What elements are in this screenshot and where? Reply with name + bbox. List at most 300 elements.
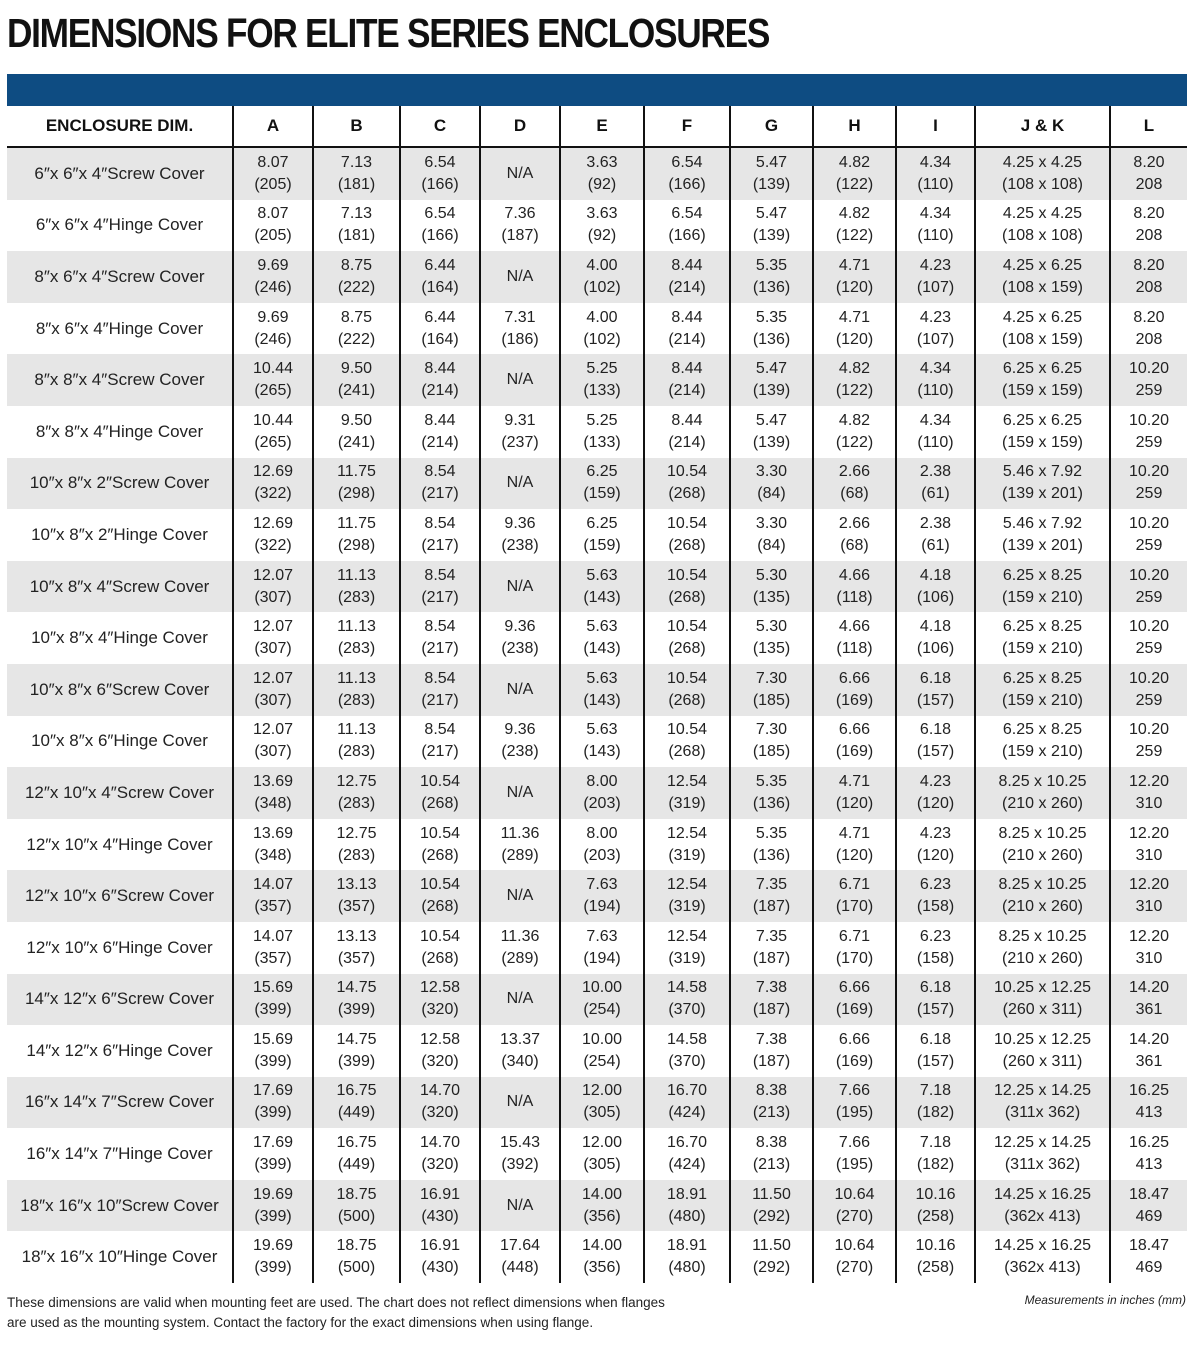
cell-inches: 14.00 [581,1237,623,1255]
cell-mm: (356) [583,1259,621,1277]
cell-inches: 19.69 [252,1185,294,1203]
cell-mm: (430) [421,1259,459,1277]
table-cell [644,200,730,252]
table-cell [313,612,400,664]
cell-mm: (265) [254,382,292,400]
table-cell [644,509,730,561]
cell-mm: (187) [752,1001,791,1019]
cell-inches: 10.20 [1128,514,1170,532]
cell-inches: 17.64 [499,1237,541,1255]
cell-mm: (110) [917,433,954,451]
cell-inches: 18.75 [336,1185,377,1203]
cell-inches: 6.66 [838,1030,871,1048]
column-header-4: D [480,106,560,147]
cell-inches: 8.20 [1133,256,1165,274]
table-cell [560,974,644,1026]
cell-inches: 10.20 [1128,360,1170,378]
cell-inches: 13.69 [252,824,294,842]
cell-mm: (214) [668,433,706,451]
table-row [7,1128,1187,1180]
cell-mm: (268) [421,898,459,916]
cell-mm: (118) [836,640,873,658]
table-cell [560,354,644,406]
table-row [7,147,1187,200]
column-header-1: A [233,106,313,147]
table-row [7,200,1187,252]
cell-inches: 8.44 [671,360,703,378]
table-body [7,147,1187,1283]
cell-inches: 13.69 [252,772,294,790]
table-cell [896,974,975,1026]
cell-mm: (222) [337,278,376,296]
table-cell [813,1180,896,1232]
cell-mm: (164) [421,330,459,348]
cell-inches: 12.54 [666,876,708,894]
cell-inches: 12.20 [1128,772,1170,790]
table-cell [813,716,896,768]
cell-inches: 14.20 [1128,979,1170,997]
cell-inches: 4.25 x 6.25 [1002,308,1083,326]
cell-mm: (166) [421,227,459,245]
row-label: 6″x 6″x 4″Hinge Cover [7,200,233,252]
table-cell [1110,870,1187,922]
table-cell [233,664,313,716]
table-cell [975,458,1110,510]
cell-mm: (107) [916,330,955,348]
cell-inches: 4.82 [838,360,871,378]
cell-inches: 12.07 [252,618,294,636]
cell-mm: (214) [668,382,706,400]
cell-mm: (194) [583,898,621,916]
row-label: 12″x 10″x 4″Screw Cover [7,767,233,819]
cell-mm: (159) [583,536,621,554]
cell-inches: 8.20 [1133,153,1165,171]
table-cell [896,458,975,510]
cell-mm: (480) [668,1259,706,1277]
cell-inches: 10.54 [666,463,708,481]
cell-inches: 19.69 [252,1237,294,1255]
cell-inches: 14.07 [252,876,294,894]
cell-inches: 18.75 [336,1237,377,1255]
table-cell [644,612,730,664]
table-cell [730,767,813,819]
table-cell [480,819,560,871]
table-cell [1110,1025,1187,1077]
cell-inches: 8.75 [340,256,373,274]
cell-inches: 5.35 [755,824,788,842]
cell-mm: (319) [668,794,706,812]
table-cell [1110,1180,1187,1232]
table-cell [560,922,644,974]
cell-inches: N/A [506,1196,534,1214]
table-cell [313,716,400,768]
table-cell [644,354,730,406]
cell-mm: (268) [668,691,706,709]
cell-mm: (136) [752,794,791,812]
table-cell [644,406,730,458]
cell-mm: (120) [835,330,874,348]
table-cell [400,251,480,303]
cell-inches: 7.35 [755,876,788,894]
table-cell [813,509,896,561]
cell-mm: (246) [254,278,292,296]
row-label: 8″x 8″x 4″Hinge Cover [7,406,233,458]
table-cell [896,1077,975,1129]
cell-inches: 6.18 [919,721,952,739]
table-cell [480,406,560,458]
table-row [7,612,1187,664]
cell-mm: (136) [752,846,791,864]
cell-inches: 2.66 [838,463,871,481]
table-cell [560,664,644,716]
cell-inches: 7.38 [755,979,788,997]
table-cell [313,1025,400,1077]
cell-mm: (217) [421,691,459,709]
cell-mm: (84) [757,536,786,554]
table-row [7,1025,1187,1077]
cell-mm: 259 [1135,588,1163,606]
cell-mm: (169) [835,743,874,761]
cell-inches: 8.00 [586,772,618,790]
table-cell [896,561,975,613]
cell-mm: (241) [337,433,376,451]
cell-inches: 10.44 [252,411,294,429]
cell-mm: (106) [916,640,955,658]
cell-inches: 10.64 [834,1185,875,1203]
cell-inches: 10.54 [666,618,708,636]
cell-inches: 6.54 [671,153,703,171]
table-cell [813,1077,896,1129]
table-row [7,767,1187,819]
cell-mm: 310 [1135,794,1163,812]
cell-inches: 8.54 [424,721,456,739]
table-row [7,1077,1187,1129]
table-row [7,1180,1187,1232]
cell-inches: 14.70 [419,1134,461,1152]
table-cell [233,1128,313,1180]
cell-mm: (392) [501,1156,539,1174]
cell-inches: 6.23 [919,876,952,894]
cell-mm: (143) [583,640,621,658]
cell-inches: 9.69 [257,256,289,274]
table-cell [644,303,730,355]
header-band [7,74,1187,106]
cell-mm: (319) [668,898,706,916]
cell-mm: (159) [583,485,621,503]
table-cell [730,303,813,355]
cell-mm: (213) [752,1104,791,1122]
table-cell [480,1231,560,1283]
cell-inches: 4.66 [838,618,871,636]
cell-inches: 12.69 [252,463,294,481]
cell-mm: (92) [587,227,617,245]
cell-inches: 4.25 x 4.25 [1002,205,1083,223]
cell-inches: 4.23 [919,308,952,326]
cell-inches: 4.82 [838,205,871,223]
cell-inches: 18.47 [1128,1237,1170,1255]
cell-inches: 11.50 [752,1185,791,1203]
table-cell [975,1128,1110,1180]
table-cell [730,1077,813,1129]
cell-inches: 16.70 [666,1082,708,1100]
cell-inches: 10.20 [1128,463,1170,481]
cell-mm: (289) [501,846,539,864]
cell-mm: (203) [583,794,621,812]
table-cell [400,1180,480,1232]
cell-inches: 2.38 [919,514,952,532]
table-cell [644,819,730,871]
table-cell [480,922,560,974]
cell-inches: 13.37 [499,1030,541,1048]
cell-mm: (169) [835,1052,874,1070]
cell-mm: 310 [1135,898,1163,916]
cell-inches: 12.54 [666,824,708,842]
table-cell [730,974,813,1026]
cell-inches: 9.36 [504,618,536,636]
cell-inches: 8.54 [424,514,456,532]
cell-inches: 18.91 [666,1185,708,1203]
cell-inches: 11.13 [337,669,376,687]
table-cell [480,870,560,922]
table-cell [975,561,1110,613]
cell-mm: (157) [916,691,955,709]
cell-mm: (254) [583,1052,621,1070]
table-cell [233,200,313,252]
table-row [7,716,1187,768]
cell-inches: 6.71 [838,876,871,894]
cell-inches: 5.63 [586,566,618,584]
cell-inches: 6.23 [919,927,952,945]
table-cell [480,664,560,716]
cell-mm: (217) [421,588,459,606]
table-cell [813,200,896,252]
table-cell [975,1231,1110,1283]
cell-inches: 14.25 x 16.25 [994,1185,1091,1203]
table-cell [644,1180,730,1232]
cell-mm: (120) [835,794,874,812]
table-cell [896,716,975,768]
table-cell [480,1180,560,1232]
cell-mm: (92) [587,175,617,193]
cell-inches: 15.69 [252,1030,294,1048]
cell-mm: (68) [840,536,869,554]
cell-mm: (107) [916,278,955,296]
column-header-3: C [400,106,480,147]
table-cell [313,147,400,200]
table-cell [313,1077,400,1129]
table-cell [233,458,313,510]
table-cell [1110,922,1187,974]
column-header-enclosure-dim: ENCLOSURE DIM. [7,106,233,147]
row-label: 16″x 14″x 7″Hinge Cover [7,1128,233,1180]
table-cell [233,303,313,355]
table-cell [560,509,644,561]
table-cell [560,147,644,200]
table-cell [644,716,730,768]
table-cell [313,509,400,561]
table-cell [730,458,813,510]
table-cell [644,147,730,200]
table-cell [813,251,896,303]
cell-mm: 469 [1135,1259,1163,1277]
cell-inches: 12.25 x 14.25 [994,1082,1091,1100]
cell-inches: 11.36 [500,927,540,945]
cell-mm: (118) [836,588,873,606]
table-cell [813,1025,896,1077]
column-header-2: B [313,106,400,147]
table-cell [313,561,400,613]
cell-mm: (139) [752,227,791,245]
cell-inches: 5.47 [755,360,788,378]
cell-inches: N/A [506,267,534,285]
cell-inches: 12.69 [252,514,294,532]
cell-mm: (159 x 159) [1002,433,1083,451]
cell-inches: 12.58 [419,1030,461,1048]
cell-inches: 8.07 [257,153,289,171]
cell-mm: 259 [1135,640,1163,658]
cell-inches: 12.25 x 14.25 [994,1134,1091,1152]
cell-inches: N/A [506,680,534,698]
cell-inches: 6.25 [586,463,618,481]
table-row [7,974,1187,1026]
cell-mm: (102) [583,278,621,296]
row-label: 6″x 6″x 4″Screw Cover [7,147,233,200]
cell-inches: 13.13 [336,876,377,894]
cell-inches: 14.70 [419,1082,461,1100]
cell-inches: 4.25 x 6.25 [1002,256,1083,274]
table-cell [233,767,313,819]
cell-inches: 6.54 [671,205,703,223]
cell-inches: 10.25 x 12.25 [994,1030,1091,1048]
table-row [7,870,1187,922]
cell-mm: (449) [337,1156,376,1174]
cell-mm: (210 x 260) [1002,846,1083,864]
row-label: 10″x 8″x 4″Hinge Cover [7,612,233,664]
cell-inches: 6.66 [838,979,871,997]
table-cell [813,303,896,355]
table-row [7,509,1187,561]
cell-mm: (170) [835,898,874,916]
table-cell [480,251,560,303]
table-cell [560,200,644,252]
table-cell [644,1025,730,1077]
cell-inches: 14.20 [1128,1030,1170,1048]
table-row [7,354,1187,406]
table-cell [480,1128,560,1180]
cell-inches: 7.38 [755,1030,788,1048]
cell-inches: 4.23 [919,824,952,842]
table-row [7,251,1187,303]
table-cell [400,922,480,974]
table-cell [400,354,480,406]
cell-mm: (187) [752,1052,791,1070]
table-row [7,819,1187,871]
table-cell [400,664,480,716]
table-cell [644,1077,730,1129]
column-header-6: F [644,106,730,147]
table-cell [313,819,400,871]
cell-mm: (108 x 108) [1002,175,1083,193]
cell-mm: (348) [254,846,292,864]
cell-inches: 8.25 x 10.25 [998,927,1087,945]
cell-inches: 4.71 [838,772,871,790]
cell-inches: 5.46 x 7.92 [1002,463,1083,481]
table-cell [400,870,480,922]
table-cell [975,819,1110,871]
cell-mm: (108 x 108) [1002,227,1083,245]
cell-mm: (340) [501,1052,539,1070]
cell-inches: 5.25 [586,360,618,378]
table-cell [644,870,730,922]
cell-inches: 10.20 [1128,566,1170,584]
cell-inches: 10.20 [1128,721,1170,739]
table-row [7,922,1187,974]
cell-mm: (292) [752,1259,791,1277]
cell-inches: 8.20 [1133,205,1165,223]
table-cell [644,922,730,974]
cell-mm: (370) [668,1052,706,1070]
cell-mm: (195) [835,1104,874,1122]
table-cell [896,1180,975,1232]
table-cell [730,251,813,303]
cell-mm: (181) [337,175,376,193]
table-cell [480,303,560,355]
table-cell [233,974,313,1026]
cell-mm: (268) [421,846,459,864]
row-label: 10″x 8″x 6″Hinge Cover [7,716,233,768]
table-cell [480,147,560,200]
cell-inches: 3.30 [755,514,788,532]
cell-inches: 8.20 [1133,308,1165,326]
cell-mm: 469 [1135,1207,1163,1225]
cell-inches: 8.75 [340,308,373,326]
cell-mm: (238) [501,640,539,658]
cell-mm: (159 x 210) [1002,743,1083,761]
table-cell [975,509,1110,561]
table-cell [1110,354,1187,406]
table-cell [975,870,1110,922]
table-cell [1110,303,1187,355]
table-cell [730,716,813,768]
table-cell [560,406,644,458]
table-cell [896,612,975,664]
cell-inches: 15.69 [252,979,294,997]
table-cell [896,509,975,561]
cell-mm: (320) [421,1001,459,1019]
table-row [7,1231,1187,1283]
dimensions-table [7,106,1187,1283]
cell-inches: 9.50 [340,411,373,429]
cell-mm: 259 [1135,691,1163,709]
cell-mm: (311x 362) [1004,1104,1081,1122]
cell-mm: (268) [668,640,706,658]
cell-inches: 11.13 [337,721,376,739]
table-cell [644,251,730,303]
table-cell [730,1025,813,1077]
table-cell [233,251,313,303]
table-cell [313,922,400,974]
cell-inches: 16.75 [336,1134,377,1152]
cell-inches: 11.75 [337,463,376,481]
table-cell [644,664,730,716]
cell-inches: 6.25 x 8.25 [1002,669,1083,687]
table-cell [480,974,560,1026]
table-cell [896,303,975,355]
table-cell [1110,1128,1187,1180]
cell-mm: 413 [1135,1104,1163,1122]
cell-mm: (187) [501,227,539,245]
cell-inches: 5.63 [586,618,618,636]
